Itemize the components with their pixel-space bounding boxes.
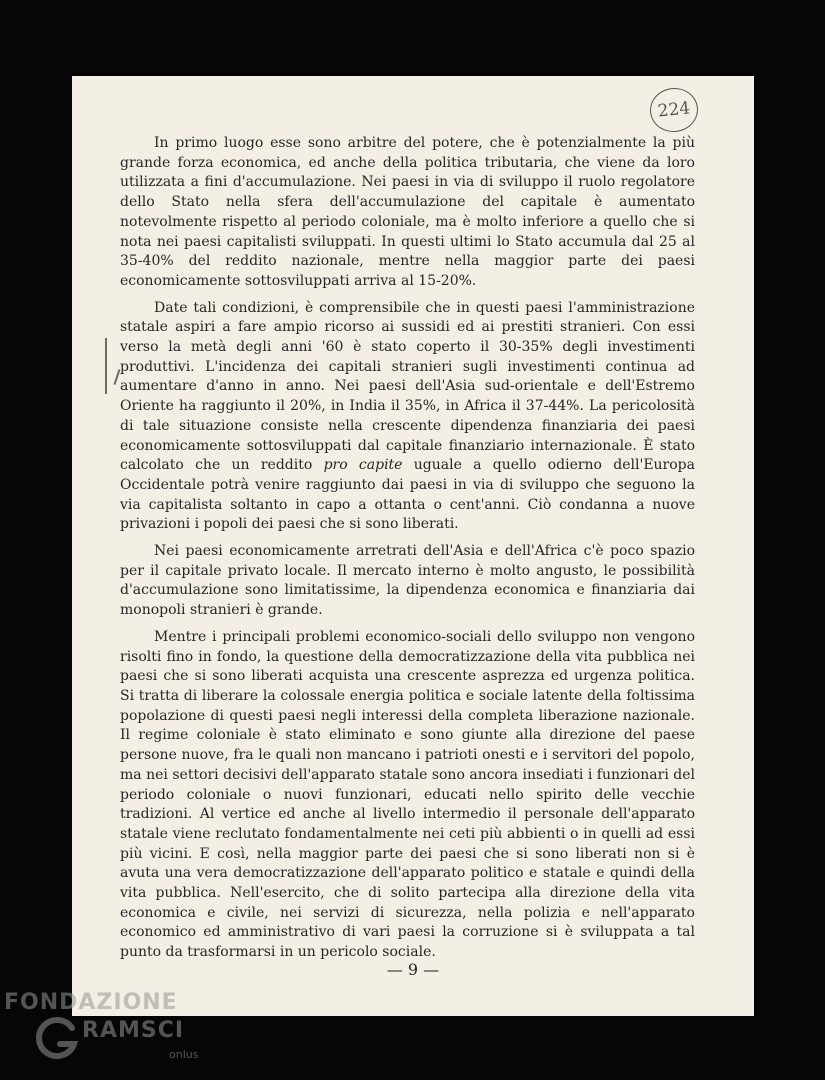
paragraph-2: [120, 299, 695, 535]
paragraph-1-text: In primo luogo esse sono arbitre del potere, che è potenzialmente la più grande forza economica, ed anche della politica tributaria, che viene da loro utilizzata a fini d'accumulazione. Nei paesi in via di sviluppo il ruolo regolatore dello Stato nella sfera dell'accumulazione del capitale è aumentato notevolmente rispetto al periodo coloniale, ma è molto inferiore a quello che si nota nei paesi capitalisti sviluppati. In questi ultimi lo Stato accumula dal 25 al 35-40% del reddito nazionale, mentre nella maggior parte dei paesi economicamente sottosviluppati arriva al 15-20%.: [120, 135, 695, 289]
watermark-g-logo-icon: [34, 1016, 80, 1062]
fondazione-gramsci-watermark: [4, 990, 204, 1072]
paragraph-4: [120, 628, 695, 963]
paragraph-2-text-b: uguale a quello odierno dell'Europa Occidentale potrà venire raggiunto dai paesi in via di sviluppo che seguono la via capitalista soltanto in capo a ottanta o cent'anni. Ciò condanna a nuove privazioni i popoli dei paesi che si sono liberati.: [120, 457, 695, 533]
paragraph-1: [120, 134, 695, 292]
watermark-suffix: onlus: [169, 1048, 199, 1061]
margin-pencil-mark: [105, 338, 107, 394]
body-text: [120, 134, 695, 970]
paragraph-2-italic: pro capite: [323, 457, 403, 474]
archive-number-stamp: [648, 86, 700, 135]
paragraph-3: [120, 542, 695, 621]
watermark-line-2: RAMSCI: [82, 1018, 185, 1043]
page-number: — 9 —: [386, 960, 440, 979]
paragraph-3-text: Nei paesi economicamente arretrati dell'Asia e dell'Africa c'è poco spazio per il capitale privato locale. Il mercato interno è molto angusto, le possibilità d'accumulazione sono limitatissime, la dipendenza economica e finanziaria dai monopoli stranieri è grande.: [120, 543, 695, 619]
paragraph-2-text-a: Date tali condizioni, è comprensibile che in questi paesi l'amministrazione statale aspiri a fare ampio ricorso ai sussidi ed ai prestiti stranieri. Con essi verso la metà degli anni '60 è stato coperto il 30-35% degli investimenti produttivi. L'incidenza dei capitali stranieri sugli investimenti continua ad aumentare d'anno in anno. Nei paesi dell'Asia sud-orientale e dell'Estremo Oriente ha raggiunto il 20%, in India il 35%, in Africa il 37-44%. La pericolosità di tale situazione consiste nella crescente dipendenza finanziaria dei paesi economicamente sottosviluppati dal capitale finanziario internazionale. È stato calcolato che un reddito: [120, 299, 695, 474]
document-page: [72, 76, 754, 1016]
watermark-line-1: FONDAZIONE: [4, 990, 178, 1015]
stamp-number: 224: [656, 98, 692, 122]
paragraph-4-text: Mentre i principali problemi economico-sociali dello sviluppo non vengono risolti fino in fondo, la questione della democratizzazione della vita pubblica nei paesi che si sono liberati acquista una crescente asprezza ed urgenza politica. Si tratta di liberare la colossale energia politica e sociale latente della foltissima popolazione di questi paesi negli interessi della completa liberazione nazionale. Il regime coloniale è stato eliminato e sono giunte alla direzione del paese persone nuove, fra le quali non mancano i patrioti onesti e i servitori del popolo, ma nei settori decisivi dell'apparato statale sono ancora insediati i funzionari del periodo coloniale o nuovi funzionari, educati nello spirito delle vecchie tradizioni. Al vertice ed anche al livello intermedio il personale dell'apparato statale viene reclutato fondamentalmente nei ceti più abbienti o in quelli ad essi più vicini. E così, nella maggior parte dei paesi che si sono liberati non si è avuta una vera democratizzazione dell'apparato politico e statale e quindi della vita pubblica. Nell'esercito, che di solito partecipa alla direzione della vita economica e civile, nei servizi di sicurezza, nella polizia e nell'apparato economico ed amministrativo di vari paesi la corruzione si è sviluppata a tal punto da trasformarsi in un pericolo sociale.: [120, 628, 695, 961]
